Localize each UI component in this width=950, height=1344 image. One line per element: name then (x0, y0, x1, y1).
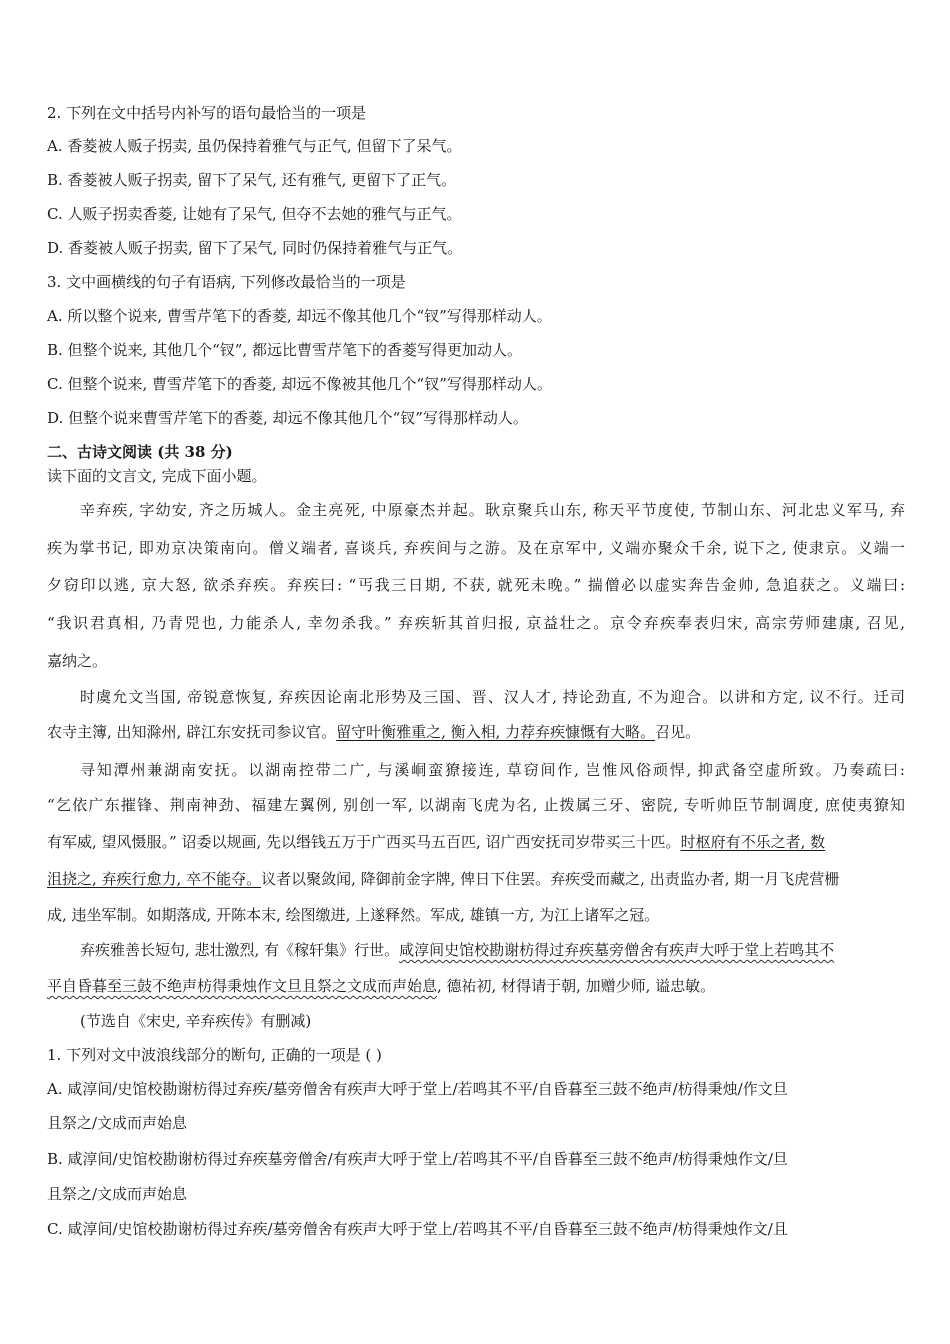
wavy-underlined-text: 咸淳间史馆校勘谢枋得过弃疾墓旁僧舍有疾声大呼于堂上若鸣其不 (399, 941, 835, 959)
question-1-stem: 1. 下列对文中波浪线部分的断句, 正确的一项是 ( ) (47, 1046, 382, 1064)
passage-text: 召见。 (655, 723, 701, 741)
passage-line (47, 832, 825, 852)
passage-text: 有军威, 望风慑服。” 诏委以规画, 先以缗钱五万于广西买马五百匹, 诏广西安抚司岁带买三十匹。 (47, 833, 681, 851)
question-3-option-b: B. 但整个说来, 其他几个“钗”, 都远比曹雪芹笔下的香菱写得更加动人。 (47, 341, 522, 359)
passage-line: 嘉纳之。 (47, 652, 108, 670)
question-1-option-a: A. 咸淳间/史馆校勘谢枋得过弃疾/墓旁僧舍有疾声大呼于堂上/若鸣其不平/自昏暮至三鼓不绝声/枋得秉烛/作文旦 (47, 1080, 788, 1098)
passage-text: 议者以聚敛闻, 降御前金字牌, 俾日下住罢。弃疾受而藏之, 出责监办者, 期一月飞虎营栅 (261, 870, 840, 888)
passage-line: “我识君真相, 乃青兕也, 力能杀人, 幸勿杀我。” 弃疾斩其首归报, 京益壮之。京令弃疾奉表归宋, 高宗劳师建康, 召见, (47, 614, 905, 632)
section-title: 二、古诗文阅读 (共 38 分) (47, 443, 233, 461)
question-2-option-d: D. 香菱被人贩子拐卖, 留下了呆气, 同时仍保持着雅气与正气。 (47, 239, 463, 257)
passage-text: 农寺主簿, 出知滁州, 辟江东安抚司参议官。 (47, 723, 337, 741)
question-1-option-a-cont: 且祭之/文成而声始息 (47, 1114, 188, 1132)
question-2-option-a: A. 香菱被人贩子拐卖, 虽仍保持着雅气与正气, 但留下了呆气。 (47, 137, 462, 155)
question-3-option-c: C. 但整个说来, 曹雪芹笔下的香菱, 却远不像被其他几个“钗”写得那样动人。 (47, 375, 552, 393)
passage-text: 弃疾雅善长短句, 悲壮激烈, 有《稼轩集》行世。 (80, 941, 400, 959)
passage-line: 辛弃疾, 字幼安, 齐之历城人。金主亮死, 中原豪杰并起。耿京聚兵山东, 称天平节度使, 节制山东、河北忠义军马, 弃 (80, 501, 905, 519)
passage-line: 夕窃印以逃, 京大怒, 欲杀弃疾。弃疾曰: “丐我三日期, 不获, 就死未晚。” 揣僧必以虚实奔告金帅, 急追获之。义端曰: (47, 576, 905, 594)
question-2-stem: 2. 下列在文中括号内补写的语句最恰当的一项是 (47, 104, 367, 122)
question-3-option-d: D. 但整个说来曹雪芹笔下的香菱, 却远不像其他几个“钗”写得那样动人。 (47, 409, 528, 427)
question-1-option-b: B. 咸淳间/史馆校勘谢枋得过弃疾墓旁僧舍/有疾声大呼于堂上/若鸣其不平/自昏暮至三鼓不绝声/枋得秉烛作文/旦 (47, 1150, 788, 1168)
question-2-option-c: C. 人贩子拐卖香菱, 让她有了呆气, 但夺不去她的雅气与正气。 (47, 205, 462, 223)
passage-line (80, 940, 834, 960)
underlined-sentence: 时枢府有不乐之者, 数 (680, 833, 826, 851)
question-1-option-b-cont: 且祭之/文成而声始息 (47, 1185, 188, 1203)
passage-line (47, 722, 700, 742)
question-3-option-a: A. 所以整个说来, 曹雪芹笔下的香菱, 却远不像其他几个“钗”写得那样动人。 (47, 307, 552, 325)
question-1-option-c: C. 咸淳间/史馆校勘谢枋得过弃疾/墓旁僧舍有疾声大呼于堂上/若鸣其不平/自昏暮至三鼓不绝声/枋得秉烛作文/且 (47, 1220, 788, 1238)
question-3-stem: 3. 文中画横线的句子有语病, 下列修改最恰当的一项是 (47, 273, 406, 291)
passage-line: 时虞允文当国, 帝锐意恢复, 弃疾因论南北形势及三国、晋、汉人才, 持论劲直, 不为迎合。以讲和方定, 议不行。迁司 (80, 688, 905, 706)
passage-line: “乞依广东摧锋、荆南神劲、福建左翼例, 别创一军, 以湖南飞虎为名, 止拨属三牙、密院, 专听帅臣节制调度, 庶使夷獠知 (47, 796, 905, 814)
passage-line: 寻知潭州兼湖南安抚。以湖南控带二广, 与溪峒蛮獠接连, 草窃间作, 岂惟风俗顽悍, 抑武备空虚所致。乃奏疏曰: (80, 761, 905, 779)
passage-line: 疾为掌书记, 即劝京决策南向。僧义端者, 喜谈兵, 弃疾间与之游。及在京军中, 义端亦聚众千余, 说下之, 使隶京。义端一 (47, 539, 905, 557)
wavy-underlined-text: 平自昏暮至三鼓不绝声枋得秉烛作文旦且祭之文成而声始息 (47, 977, 438, 995)
passage-line: 成, 违坐军制。如期落成, 开陈本末, 绘图缴进, 上遂释然。军成, 雄镇一方, 为江上诸军之冠。 (47, 906, 660, 924)
underlined-sentence: 留守叶衡雅重之, 衡入相, 力荐弃疾慷慨有大略。 (336, 723, 656, 741)
question-2-option-b: B. 香菱被人贩子拐卖, 留下了呆气, 还有雅气, 更留下了正气。 (47, 171, 457, 189)
underlined-sentence: 沮挠之, 弃疾行愈力, 卒不能夺。 (47, 870, 262, 888)
passage-source: (节选自《宋史, 辛弃疾传》有删减) (80, 1012, 312, 1030)
passage-line (47, 869, 839, 889)
passage-line (47, 976, 715, 996)
section-intro: 读下面的文言文, 完成下面小题。 (47, 467, 267, 485)
passage-text: , 德祐初, 材得请于朝, 加赠少师, 谥忠敏。 (437, 977, 716, 995)
